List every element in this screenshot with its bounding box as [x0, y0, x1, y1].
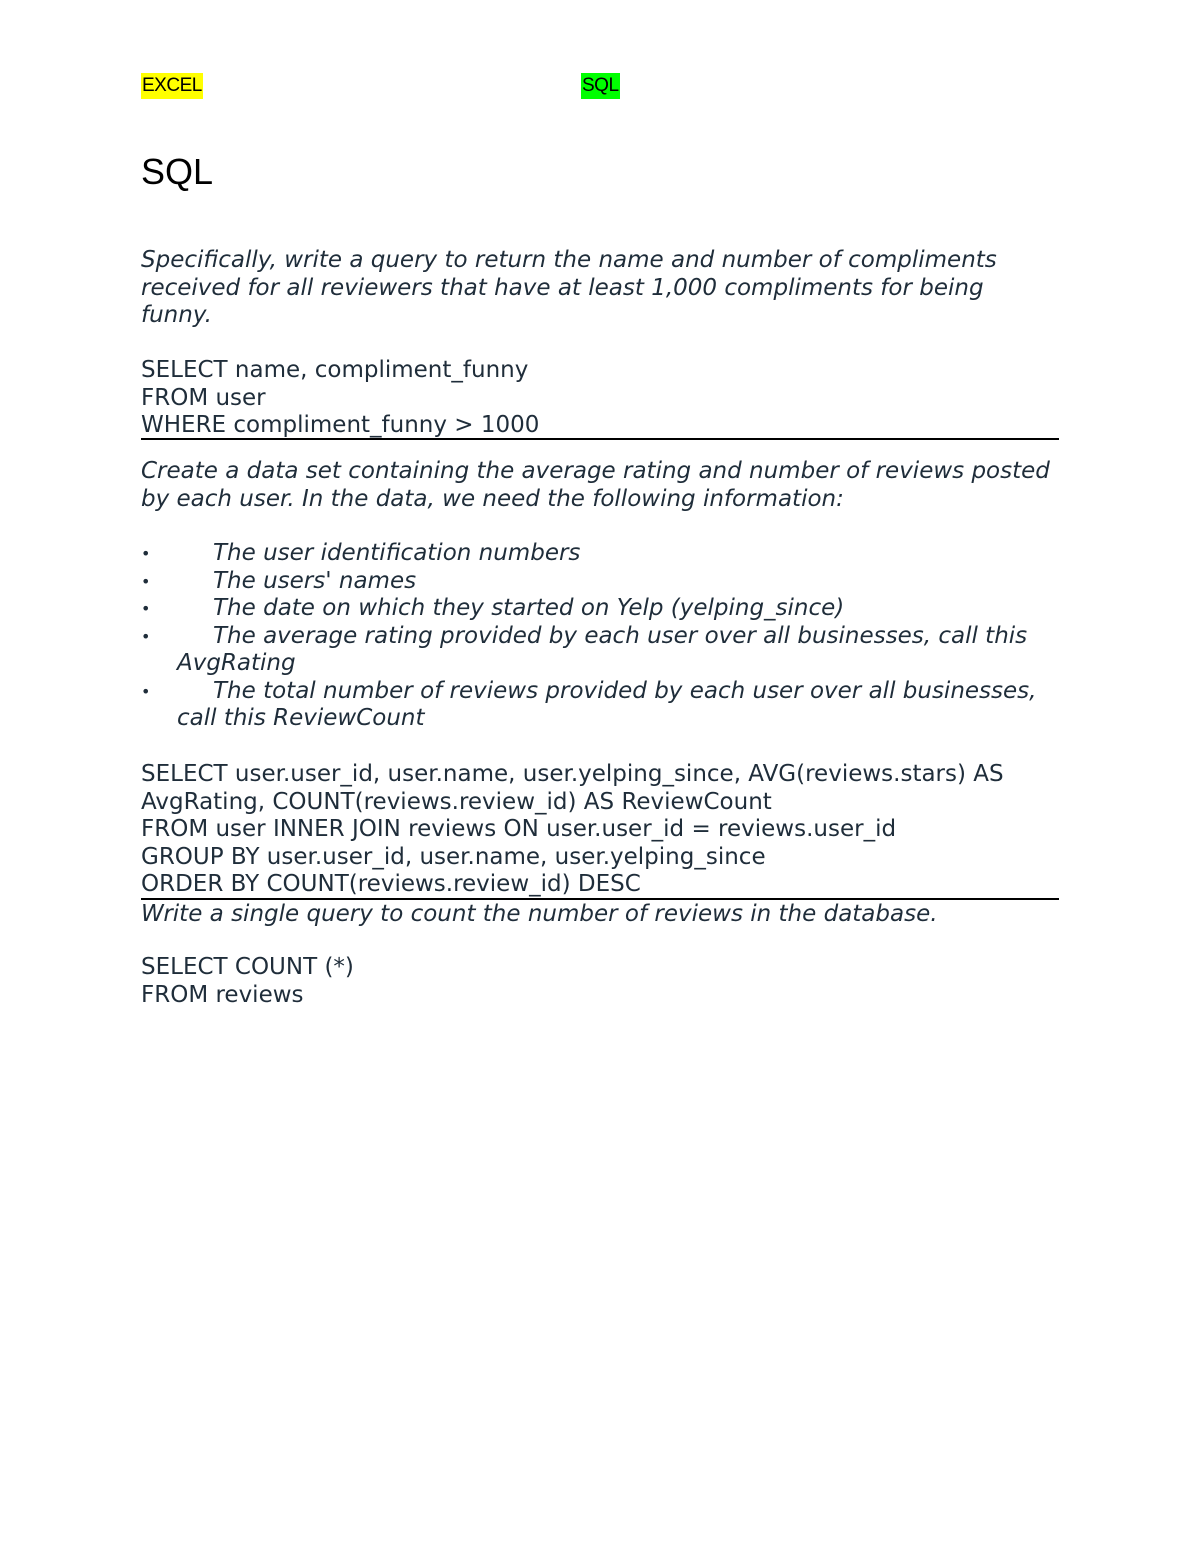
- list-item: [141, 623, 1059, 678]
- list-item-text: The average rating provided by each user over all businesses, call this AvgRating: [177, 622, 1028, 676]
- question-3-prompt: Write a single query to count the number of reviews in the database.: [141, 901, 938, 927]
- code-line: FROM user INNER JOIN reviews ON user.user_id = reviews.user_id: [141, 816, 897, 842]
- question-3-code: [141, 954, 1059, 1009]
- question-1-code: [141, 357, 1059, 440]
- code-line: WHERE compliment_funny > 1000: [141, 412, 540, 438]
- bullet-icon: •: [141, 626, 151, 646]
- code-line: ORDER BY COUNT(reviews.review_id) DESC: [141, 871, 641, 897]
- question-2-code: [141, 761, 1059, 899]
- code-line: SELECT user.user_id, user.name, user.yelping_since, AVG(reviews.stars) AS AvgRating, COUNT(reviews.review_id) AS ReviewCount: [141, 761, 1011, 815]
- list-item: [141, 568, 1059, 596]
- list-item: [141, 540, 1059, 568]
- code-line: FROM reviews: [141, 981, 304, 1008]
- sql-tag: SQL: [581, 73, 620, 99]
- code-line: FROM user: [141, 384, 266, 411]
- question-2-prompt: Create a data set containing the average rating and number of reviews posted by each user. In the data, we need the following information:: [141, 458, 1050, 512]
- section-divider: [141, 898, 1059, 900]
- bullet-icon: •: [141, 681, 151, 701]
- list-item-text: The date on which they started on Yelp (yelping_since): [213, 595, 845, 621]
- list-item-text: The total number of reviews provided by each user over all businesses, call this ReviewCount: [177, 677, 1037, 731]
- list-item: [141, 595, 1059, 623]
- list-item: [141, 678, 1059, 733]
- bullet-icon: •: [141, 571, 151, 591]
- list-item-text: The user identification numbers: [213, 540, 581, 566]
- document-page: [141, 0, 1059, 1553]
- section-title: SQL: [141, 151, 214, 192]
- excel-tag: EXCEL: [141, 73, 203, 99]
- question-1-prompt: Specifically, write a query to return the name and number of compliments received for all reviewers that have at least 1,000 compliments for being funny.: [141, 247, 997, 328]
- code-line: SELECT COUNT (*): [141, 954, 354, 980]
- code-line: GROUP BY user.user_id, user.name, user.yelping_since: [141, 843, 766, 870]
- requirements-list: [141, 540, 1059, 733]
- list-item-text: The users' names: [213, 567, 417, 594]
- code-line: SELECT name, compliment_funny: [141, 357, 529, 383]
- section-divider: [141, 438, 1059, 440]
- bullet-icon: •: [141, 544, 151, 563]
- bullet-icon: •: [141, 599, 151, 618]
